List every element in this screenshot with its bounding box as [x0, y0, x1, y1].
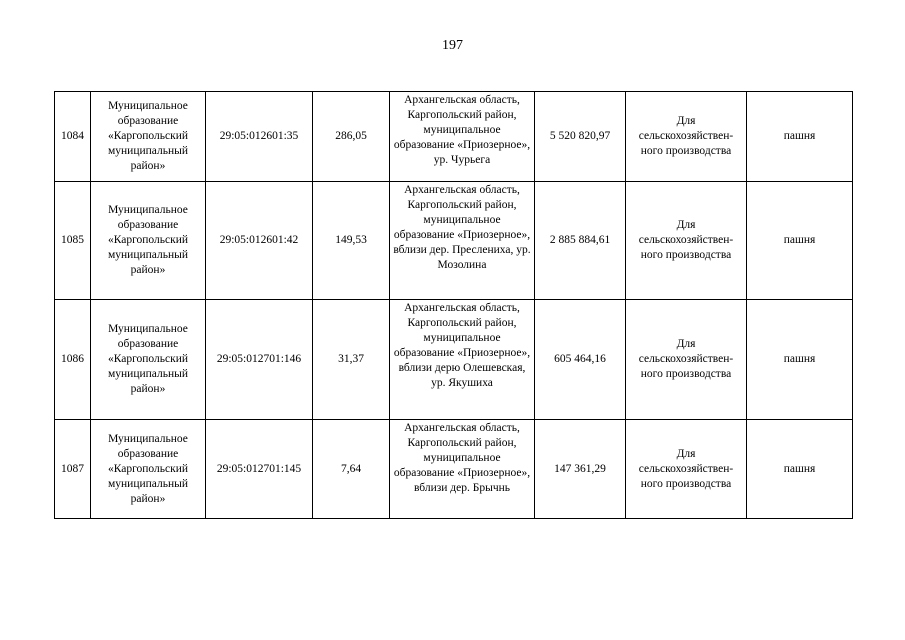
row-number-cell: 1085 [55, 182, 91, 300]
land-use-cell: Для сельскохозяйствен-ного производства [626, 300, 747, 420]
cadastral-value-cell: 2 885 884,61 [535, 182, 626, 300]
cadastral-number-cell: 29:05:012701:146 [206, 300, 313, 420]
address-cell: Архангельская область, Каргопольский район, муниципальное образование «Приозерное», вблизи дер. Преслениха, ур. Мозолина [390, 182, 535, 300]
cadastral-number-cell: 29:05:012701:145 [206, 420, 313, 519]
owner-cell: Муниципальное образование «Каргопольский муниципальный район» [91, 182, 206, 300]
table-row [55, 300, 853, 420]
row-number-cell: 1084 [55, 92, 91, 182]
address-cell: Архангельская область, Каргопольский район, муниципальное образование «Приозерное», вблизи дер. Брычнь [390, 420, 535, 519]
land-use-cell: Для сельскохозяйствен-ного производства [626, 182, 747, 300]
row-number-cell: 1087 [55, 420, 91, 519]
cadastral-value-cell: 605 464,16 [535, 300, 626, 420]
land-use-cell: Для сельскохозяйствен-ного производства [626, 92, 747, 182]
area-cell: 149,53 [313, 182, 390, 300]
land-type-cell: пашня [747, 92, 853, 182]
cadastral-number-cell: 29:05:012601:42 [206, 182, 313, 300]
cadastral-value-cell: 147 361,29 [535, 420, 626, 519]
owner-cell: Муниципальное образование «Каргопольский муниципальный район» [91, 92, 206, 182]
area-cell: 31,37 [313, 300, 390, 420]
area-cell: 286,05 [313, 92, 390, 182]
table-row [55, 92, 853, 182]
land-type-cell: пашня [747, 182, 853, 300]
owner-cell: Муниципальное образование «Каргопольский муниципальный район» [91, 420, 206, 519]
table-row [55, 182, 853, 300]
cadastral-number-cell: 29:05:012601:35 [206, 92, 313, 182]
land-use-cell: Для сельскохозяйствен-ного производства [626, 420, 747, 519]
row-number-cell: 1086 [55, 300, 91, 420]
owner-cell: Муниципальное образование «Каргопольский муниципальный район» [91, 300, 206, 420]
cadastral-value-cell: 5 520 820,97 [535, 92, 626, 182]
address-cell: Архангельская область, Каргопольский район, муниципальное образование «Приозерное», вблизи дерю Олешевская, ур. Якушиха [390, 300, 535, 420]
table-row [55, 420, 853, 519]
land-type-cell: пашня [747, 420, 853, 519]
land-plots-table [54, 91, 853, 519]
land-type-cell: пашня [747, 300, 853, 420]
address-cell: Архангельская область, Каргопольский район, муниципальное образование «Приозерное», ур. Чурьега [390, 92, 535, 182]
page-number: 197 [442, 38, 463, 53]
area-cell: 7,64 [313, 420, 390, 519]
